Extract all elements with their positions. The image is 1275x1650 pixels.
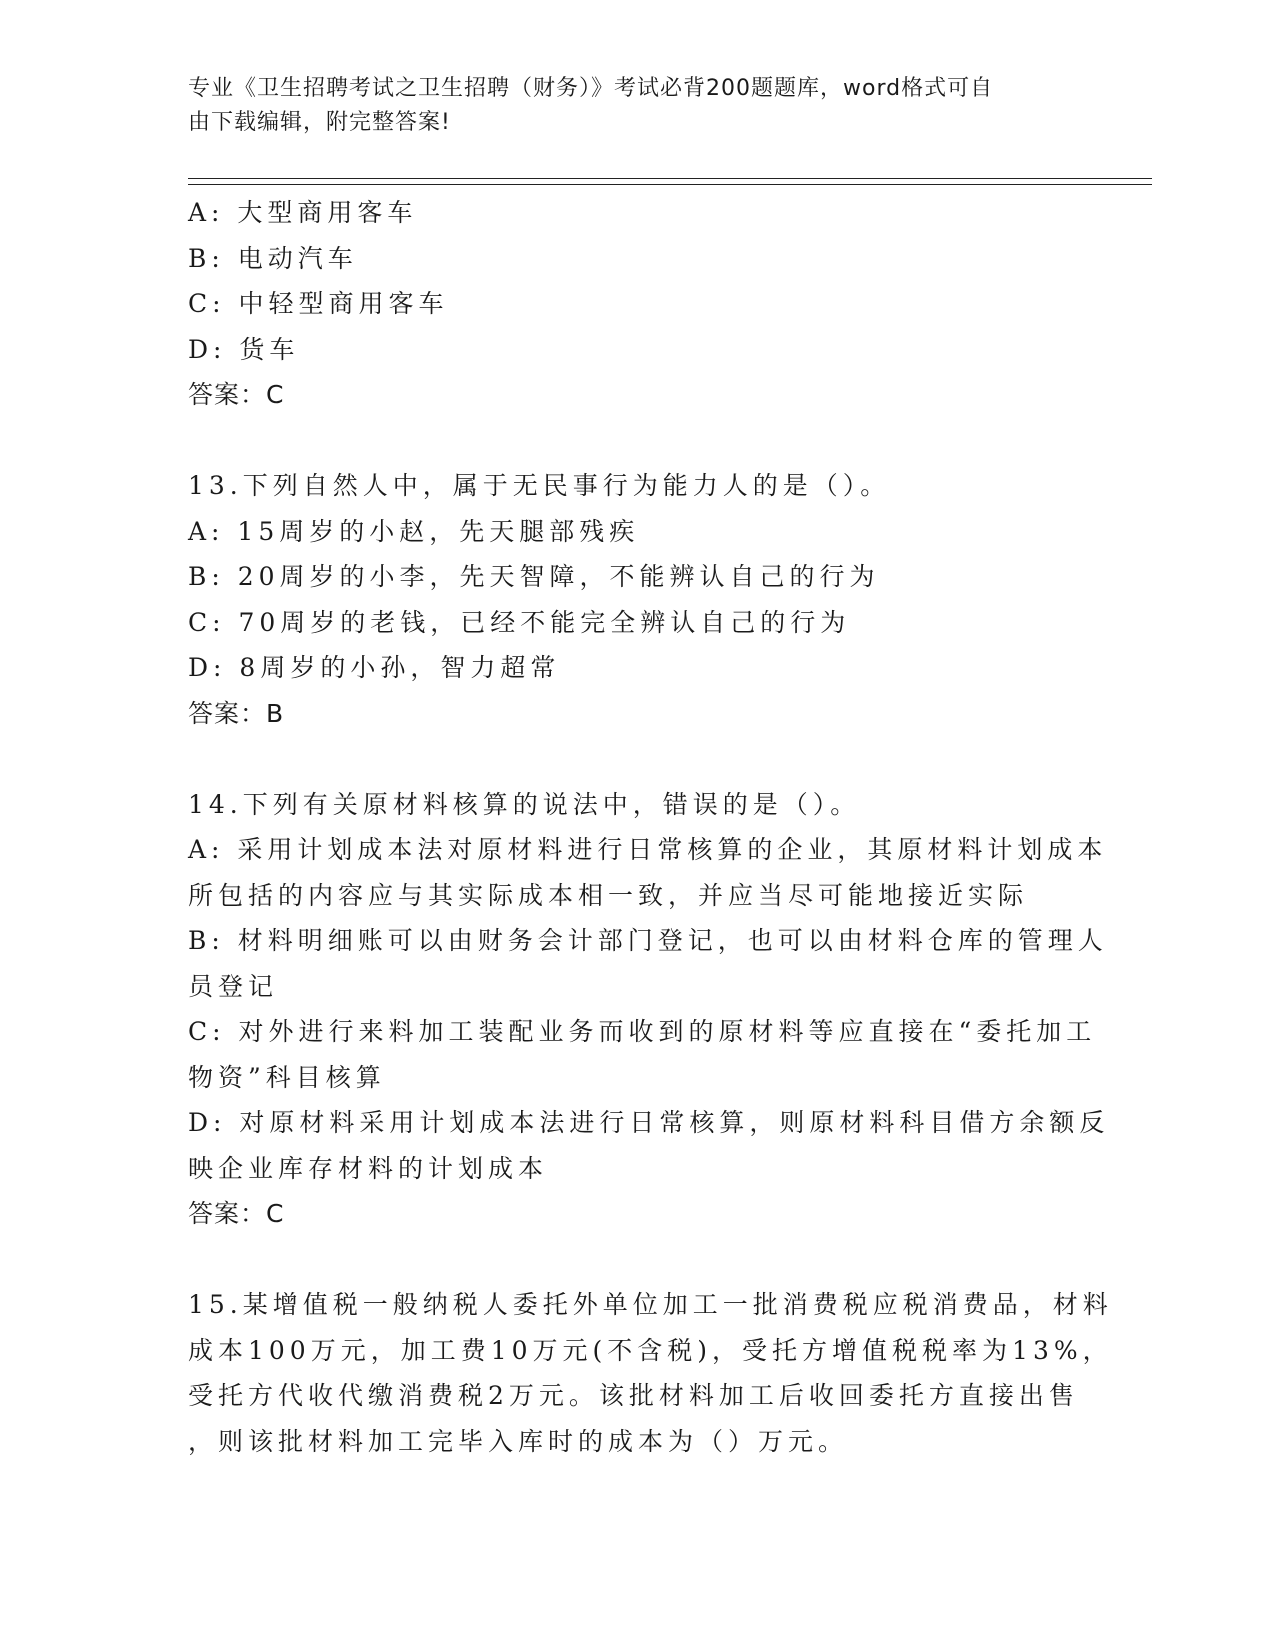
q15-stem-line-2: 成本100万元，加工费10万元(不含税)，受托方增值税税率为13%， [188,1335,1113,1365]
q14-answer: 答案：C [188,1199,285,1228]
header-divider-bottom [188,184,1152,185]
q15-stem-line-3: 受托方代收代缴消费税2万元。该批材料加工后收回委托方直接出售 [188,1381,1079,1410]
header-line-2: 由下载编辑，附完整答案! [188,110,451,135]
q13-answer: 答案：B [188,698,285,728]
document-header [188,72,1068,140]
q13-option-d: D: 8周岁的小孙，智力超常 [188,653,561,682]
spacer [188,736,1078,782]
q14-stem: 14.下列有关原材料核算的说法中，错误的是（）。 [188,789,861,819]
q14-option-b-line-2: 员登记 [188,971,279,1001]
q14-option-b-line-1: B: 材料明细账可以由财务会计部门登记，也可以由材料仓库的管理人 [188,926,1108,955]
spacer [188,1237,1078,1283]
header-divider-top [188,178,1152,179]
q15-stem-line-4: ，则该批材料加工完毕入库时的成本为（）万元。 [188,1426,849,1456]
q12-option-c: C: 中轻型商用客车 [188,289,449,318]
q14-option-c-line-1: C: 对外进行来料加工装配业务而收到的原材料等应直接在“委托加工 [188,1017,1097,1046]
q13-option-c: C: 70周岁的老钱，已经不能完全辨认自己的行为 [188,607,851,637]
q13-stem: 13.下列自然人中，属于无民事行为能力人的是（）。 [188,471,891,500]
question-content [188,190,1113,1464]
spacer [188,418,1078,464]
q14-option-a-line-2: 所包括的内容应与其实际成本相一致，并应当尽可能地接近实际 [188,880,1029,910]
q14-option-c-line-2: 物资”科目核算 [188,1062,386,1092]
q13-option-a: A: 15周岁的小赵，先天腿部残疾 [188,516,640,546]
q15-stem-line-1: 15.某增值税一般纳税人委托外单位加工一批消费税应税消费品，材料 [188,1290,1113,1319]
q14-option-d-line-1: D: 对原材料采用计划成本法进行日常核算，则原材料科目借方余额反 [188,1108,1110,1137]
q12-option-a: A: 大型商用客车 [188,198,418,227]
header-line-1: 专业《卫生招聘考试之卫生招聘（财务）》考试必背200题题库，word格式可自 [188,76,994,101]
q13-option-b: B: 20周岁的小李，先天智障，不能辨认自己的行为 [188,562,880,591]
q14-option-a-line-1: A: 采用计划成本法对原材料进行日常核算的企业，其原材料计划成本 [188,835,1108,864]
q14-option-d-line-2: 映企业库存材料的计划成本 [188,1153,549,1183]
q12-option-d: D: 货车 [188,334,300,364]
q12-option-b: B: 电动汽车 [188,243,358,273]
q12-answer: 答案：C [188,380,285,409]
